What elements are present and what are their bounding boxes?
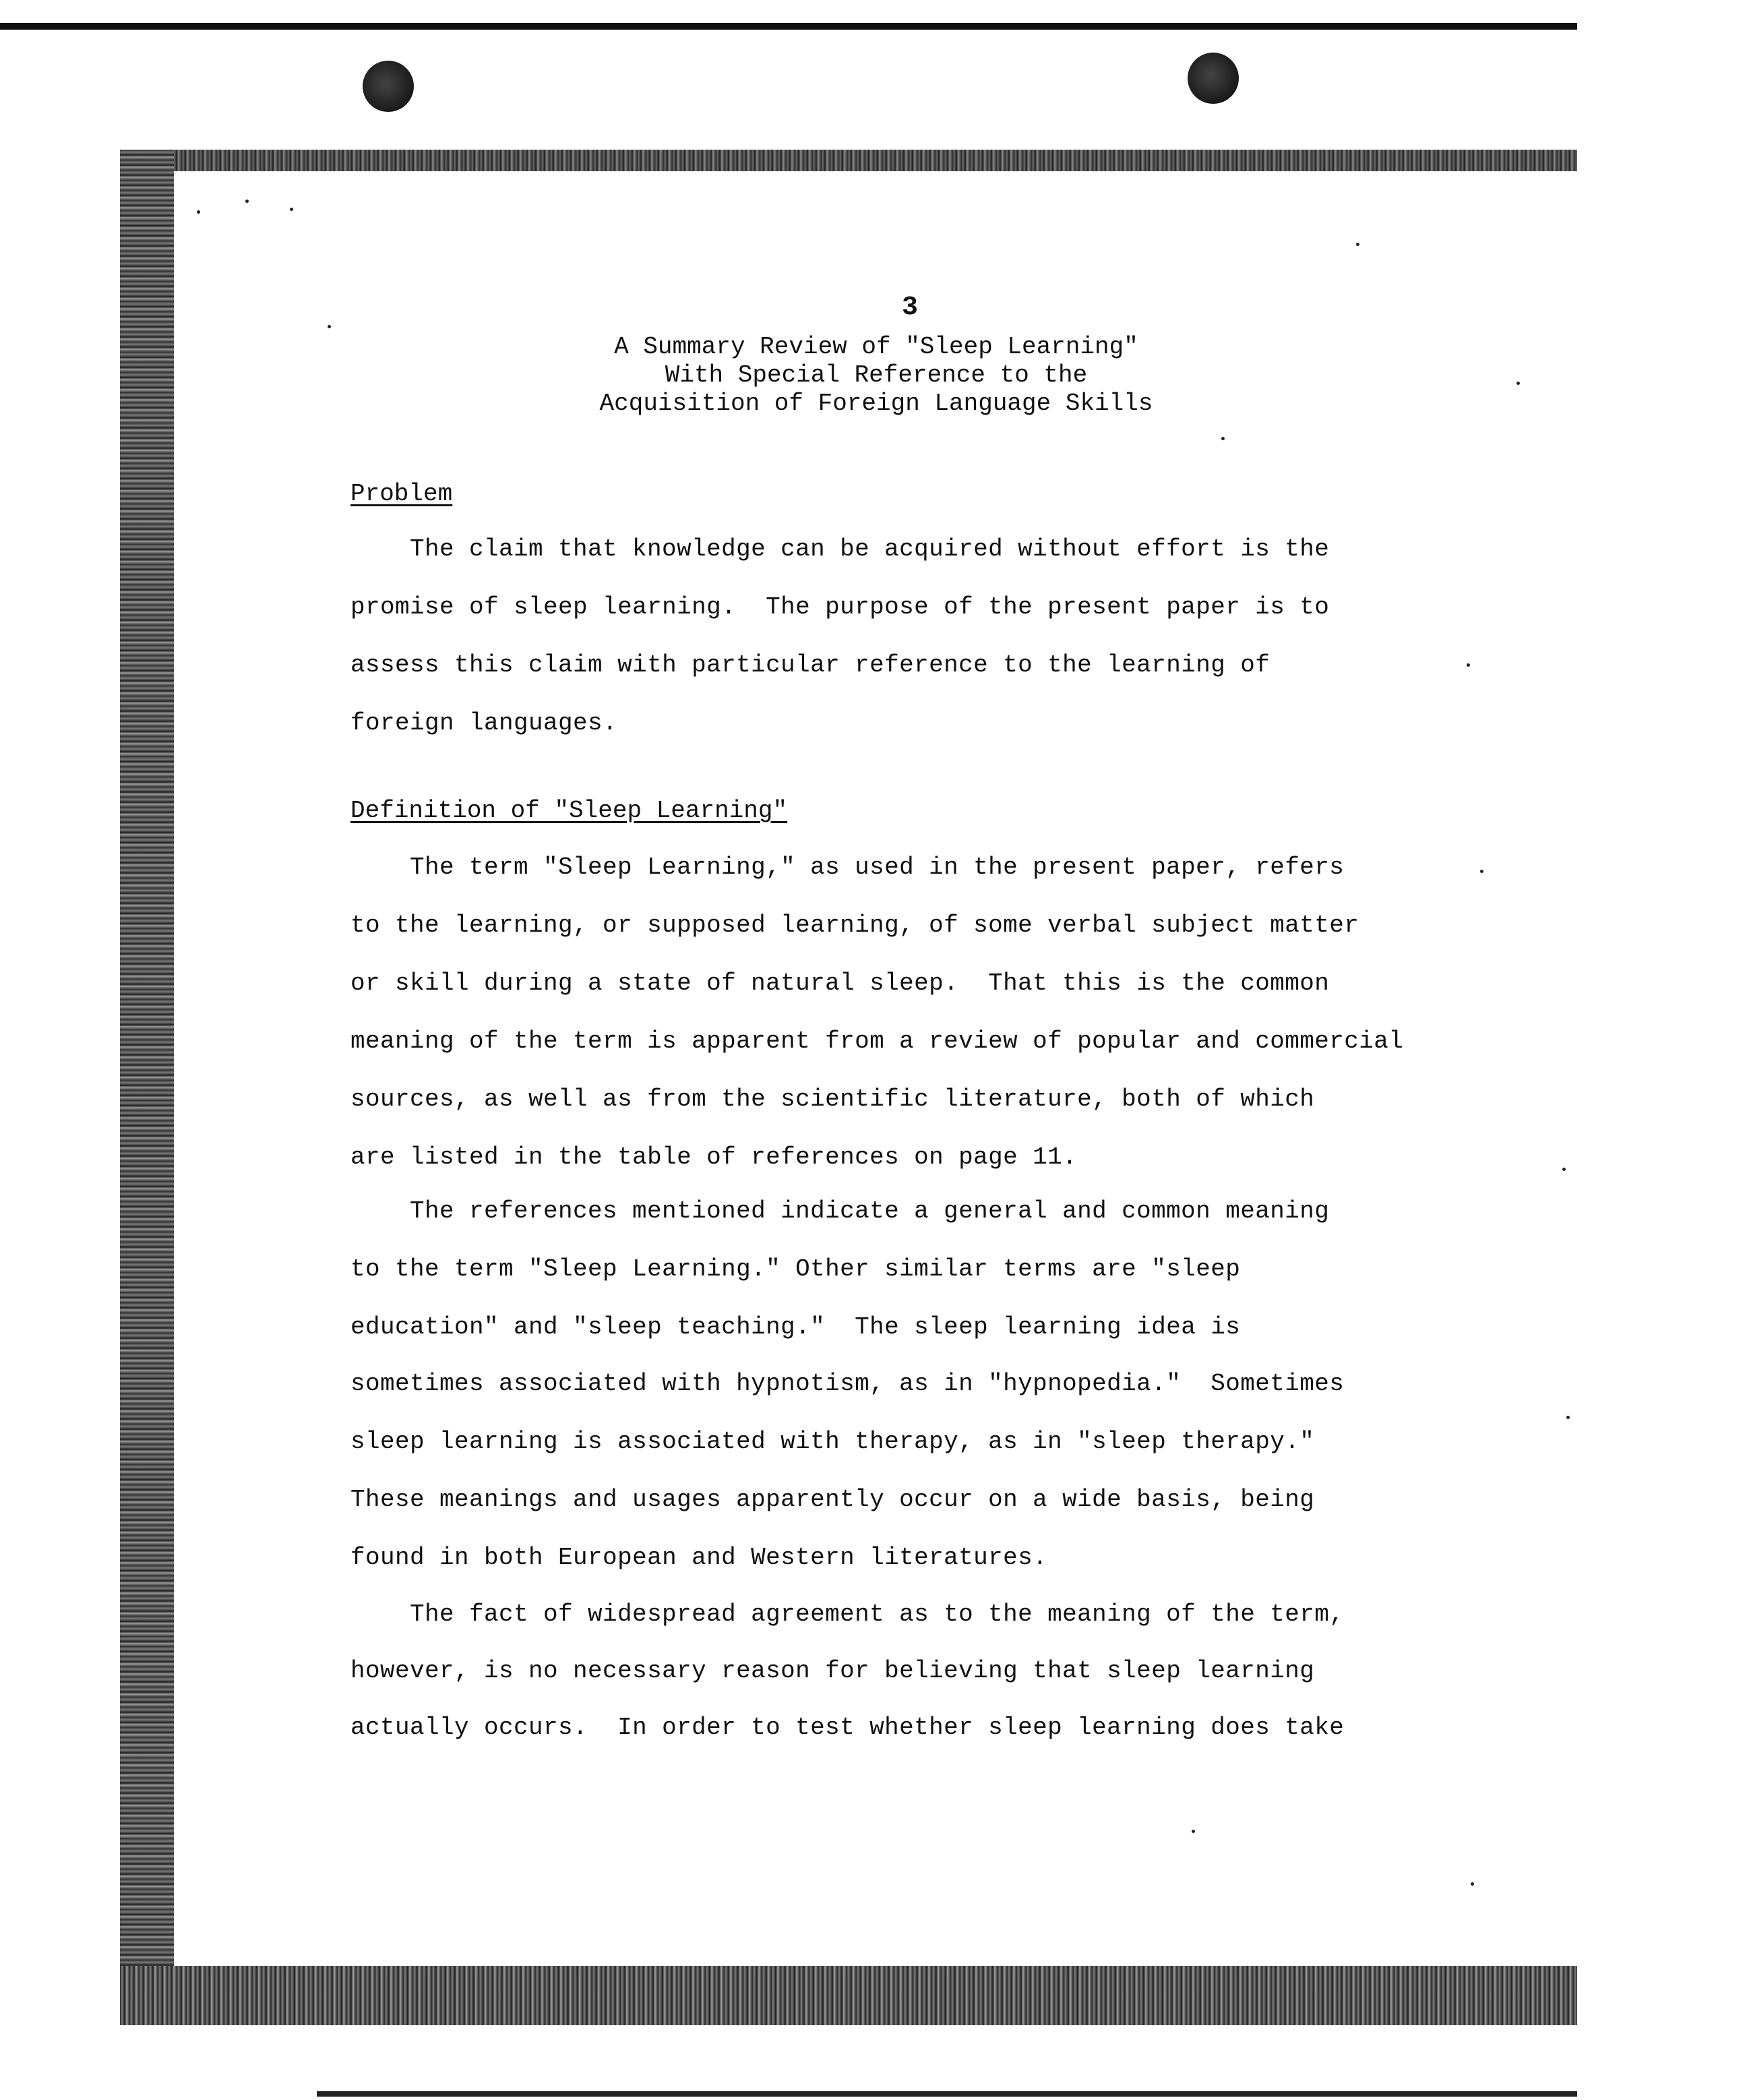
paragraph-line: The claim that knowledge can be acquired without effort is the (410, 535, 1330, 563)
scan-speck (1471, 1882, 1474, 1886)
paragraph-line: The term "Sleep Learning," as used in the present paper, refers (410, 853, 1345, 881)
scan-speck (1516, 382, 1520, 385)
paragraph-line: sleep learning is associated with therapy, as in "sleep therapy." (350, 1428, 1315, 1456)
section-heading-definition: Definition of "Sleep Learning" (350, 797, 788, 824)
paragraph-line: The references mentioned indicate a general and common meaning (410, 1197, 1330, 1225)
scan-speck (197, 210, 200, 214)
paragraph-line: sources, as well as from the scientific literature, both of which (350, 1085, 1315, 1113)
scan-speck (1221, 437, 1225, 440)
scan-speck (245, 200, 249, 203)
paragraph-line: These meanings and usages apparently occur on a wide basis, being (350, 1486, 1315, 1513)
paragraph-line: actually occurs. In order to test whether sleep learning does take (350, 1714, 1345, 1741)
paragraph-line: foreign languages. (350, 709, 618, 737)
scan-speck (290, 208, 293, 211)
page-number: 3 (901, 293, 918, 323)
paragraph-line: assess this claim with particular reference to the learning of (350, 651, 1270, 679)
scan-speck (1562, 1168, 1566, 1171)
section-heading-problem: Problem (350, 480, 453, 508)
title-line: With Special Reference to the (665, 361, 1088, 389)
paragraph-line: found in both European and Western literatures. (350, 1544, 1048, 1571)
paragraph-line: to the learning, or supposed learning, of some verbal subject matter (350, 911, 1359, 939)
scan-speck (1192, 1830, 1195, 1833)
scan-frame-top (120, 150, 1577, 171)
paragraph-line: promise of sleep learning. The purpose of the present paper is to (350, 593, 1330, 621)
title-line: A Summary Review of "Sleep Learning" (614, 333, 1138, 361)
scan-frame-left (120, 150, 174, 2025)
paragraph-line: or skill during a state of natural sleep. That this is the common (350, 969, 1330, 997)
paragraph-line: The fact of widespread agreement as to the meaning of the term, (410, 1600, 1345, 1628)
scan-speck (1356, 243, 1359, 246)
scan-speck (1480, 870, 1483, 873)
scan-top-rule (0, 23, 1577, 30)
scan-frame-bottom (120, 1966, 1577, 2025)
paragraph-line: to the term "Sleep Learning." Other similar terms are "sleep (350, 1255, 1241, 1283)
punch-hole-right (1188, 53, 1239, 104)
scan-speck (1566, 1416, 1570, 1419)
paragraph-line: education" and "sleep teaching." The sleep learning idea is (350, 1313, 1241, 1341)
scan-speck (328, 325, 331, 328)
punch-hole-left (363, 61, 414, 112)
paragraph-line: are listed in the table of references on page 11. (350, 1143, 1078, 1171)
title-line: Acquisition of Foreign Language Skills (599, 390, 1153, 417)
document-title (526, 333, 1227, 418)
paragraph-line: sometimes associated with hypnotism, as in "hypnopedia." Sometimes (350, 1370, 1345, 1398)
paragraph-line: however, is no necessary reason for believing that sleep learning (350, 1657, 1315, 1685)
scan-bottom-rule (317, 2091, 1577, 2097)
paragraph-line: meaning of the term is apparent from a review of popular and commercial (350, 1027, 1404, 1055)
scan-speck (1467, 663, 1470, 667)
